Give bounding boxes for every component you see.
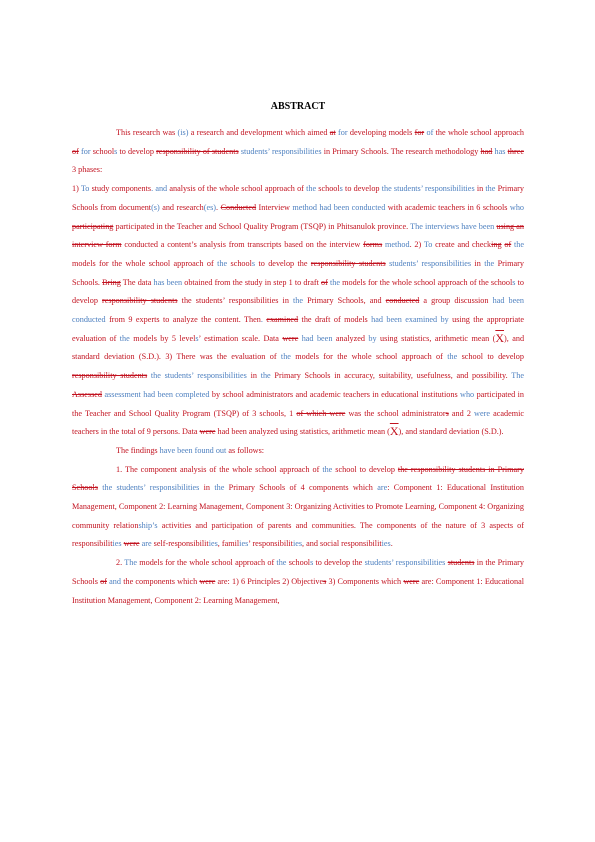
text-run: using the appropriate evaluation of: [72, 315, 524, 343]
text-run: models for the whole school approach of: [136, 558, 277, 568]
inserted-text: the: [214, 483, 225, 493]
deleted-text: students: [447, 558, 475, 568]
text-run: conducted a content’s analysis from transcripts based on the interview: [121, 240, 364, 250]
inserted-text: To: [80, 184, 90, 194]
text-run: was the school administrator: [345, 408, 446, 418]
inserted-text: the: [485, 184, 496, 194]
deleted-text: were: [282, 333, 299, 343]
inserted-text: s: [114, 146, 118, 156]
text-run: the whole school approach: [433, 128, 525, 137]
text-run: 1. The component analysis of the whole school approach of: [116, 464, 323, 474]
inserted-text: s: [339, 184, 343, 194]
inserted-text: ies: [112, 539, 122, 549]
text-run: models for the whole school approach of: [290, 352, 448, 362]
text-run: a research and development which aimed: [188, 128, 330, 137]
inserted-text: . and: [151, 184, 168, 194]
deleted-text: for: [414, 128, 425, 137]
deleted-text: Conducted: [220, 202, 257, 212]
text-run: and 2: [448, 408, 475, 418]
inserted-text: are: [139, 539, 152, 549]
text-run: are: 1) 6 Principles 2) Objective: [215, 576, 324, 586]
text-run: analysis of the whole school approach of: [167, 184, 307, 194]
deleted-text: of: [504, 240, 512, 250]
inserted-text: the: [484, 258, 495, 268]
deleted-text: participating: [72, 221, 114, 231]
deleted-text: three: [507, 146, 524, 156]
inserted-text: the: [280, 352, 291, 362]
inserted-text: s: [251, 258, 256, 268]
text-run: activities and participation of parents and communities. The components of the nature of 3 aspects of responsibilit: [72, 520, 524, 549]
inserted-text: .: [260, 315, 263, 325]
deleted-text: ing: [491, 240, 502, 250]
text-run: from 9 experts to analyze the content. Then: [105, 315, 261, 325]
text-run: obtained from the study in step 1 to draft: [182, 277, 322, 287]
text-run: participated in the Teacher and School Quality Program (TSQP) of 3 schools, 1: [72, 389, 524, 418]
text-run: study components: [89, 184, 152, 194]
deleted-text: conducted: [385, 296, 420, 306]
inserted-text: has: [492, 146, 506, 156]
text-run: : Component 1: Educational Institution Management, Component 2: Learning Management, Component 3: Organizing Activities to Promote Learning, Component 4: Organizing community relation: [72, 483, 524, 530]
inserted-text: (es): [203, 202, 217, 212]
text-run: participated in the Teacher and School Quality Program (TSQP) in Phitsanulok province.: [113, 221, 411, 231]
text-run: in: [246, 371, 261, 381]
inserted-text: the: [306, 184, 317, 194]
inserted-text: students’ responsibilities: [385, 258, 472, 268]
abstract-title: ABSTRACT: [270, 101, 326, 112]
inserted-text: students’ responsibilities: [364, 558, 446, 568]
inserted-text: were: [474, 408, 490, 418]
deleted-text: were: [123, 539, 140, 549]
text-run: developing models: [347, 128, 415, 137]
deleted-text: using an interview form: [72, 221, 524, 250]
inserted-text: (is): [177, 128, 189, 137]
inserted-text: the: [119, 333, 130, 343]
text-run: school: [286, 558, 311, 568]
text-run: 1): [72, 184, 81, 194]
text-run: school: [490, 277, 513, 287]
text-run: .: [216, 202, 221, 212]
text-run: in Primary Schools. The research methodology: [321, 146, 481, 156]
text-run: The findings: [116, 445, 160, 455]
text-run: create and check: [432, 240, 492, 250]
deleted-text: of: [72, 146, 79, 156]
deleted-text: examined: [266, 315, 299, 325]
inserted-text: ies: [208, 539, 218, 549]
deleted-text: of: [100, 576, 107, 586]
inserted-text: The: [124, 558, 137, 568]
text-run: and research: [159, 202, 204, 212]
inserted-text: the: [327, 277, 341, 287]
text-run: to develop: [342, 184, 382, 194]
inserted-text: method: [382, 240, 410, 250]
deleted-text: Assessed: [72, 389, 103, 399]
inserted-text: the students’ responsibilities: [381, 184, 475, 194]
text-run: The data: [120, 277, 154, 287]
text-run: as follows:: [226, 445, 265, 455]
deleted-text: s: [445, 408, 449, 418]
inserted-text: had been examined by: [371, 315, 449, 325]
inserted-text: the: [447, 352, 458, 362]
text-run: school to develop: [457, 352, 524, 362]
deleted-text: were: [199, 576, 216, 586]
text-run: to develop the: [313, 558, 365, 568]
inserted-text: the students’ responsibilities: [97, 483, 200, 493]
paragraph: [72, 442, 524, 461]
inserted-text: the students’ responsibilities: [147, 371, 247, 381]
inserted-text: who: [460, 389, 475, 399]
text-run: models for the whole school approach of the: [340, 277, 491, 287]
text-run: in: [199, 483, 215, 493]
deleted-text: had: [480, 146, 493, 156]
text-run: models for the whole school approach of: [72, 258, 218, 268]
text-run: ), and standard deviation (S.D.). 3) There was the evaluation of: [72, 333, 525, 362]
inserted-text: for: [335, 128, 348, 137]
text-run: with academic teachers in 6 schools: [385, 202, 510, 212]
inserted-text: the: [511, 240, 524, 250]
inserted-text: had been conducted: [72, 296, 524, 325]
inserted-text: of: [424, 128, 434, 137]
text-run: the components which: [121, 576, 200, 586]
inserted-text: have been found out: [159, 445, 227, 455]
deleted-text: were: [403, 576, 420, 586]
deleted-text: of: [321, 277, 328, 287]
text-run: using statistics, arithmetic mean (: [376, 333, 496, 343]
deleted-text: were: [199, 427, 216, 437]
inserted-text: students’ responsibilities: [238, 146, 322, 156]
text-run: This research was: [116, 128, 178, 137]
text-run: school: [90, 146, 115, 156]
text-run: academic teachers in the total of 9 persons. Data: [72, 408, 524, 437]
inserted-text: s: [195, 333, 199, 343]
deleted-text: responsibility of students: [156, 146, 239, 156]
text-run: school to develop: [332, 464, 398, 474]
inserted-text: had been: [298, 333, 333, 343]
text-run: $\overline{X}$: [389, 424, 399, 439]
paragraph: [72, 124, 524, 180]
inserted-text: for: [78, 146, 91, 156]
inserted-text: the: [293, 296, 304, 306]
text-run: , famil: [217, 539, 240, 549]
text-run: a group discussion: [419, 296, 493, 306]
text-run: in: [474, 184, 486, 194]
text-run: Primary Schools, and: [303, 296, 386, 306]
text-run: 2.: [116, 558, 125, 568]
inserted-text: method had been conducted: [292, 202, 386, 212]
inserted-text: ies: [239, 539, 249, 549]
deleted-text: of which were: [296, 408, 346, 418]
deleted-text: responsibility students: [102, 296, 178, 306]
inserted-text: s: [512, 277, 516, 287]
text-run: .: [390, 539, 393, 549]
text-run: Primary Schools in accuracy, suitability, usefulness, and possibility.: [270, 371, 512, 381]
text-run: school: [227, 258, 252, 268]
inserted-text: ies: [381, 539, 391, 549]
text-run: self-responsibilit: [151, 539, 209, 549]
text-run: in: [471, 258, 485, 268]
text-run: models by 5 level: [129, 333, 196, 343]
paragraph: [72, 461, 524, 555]
inserted-text: The interviews have been: [410, 221, 495, 231]
inserted-text: and: [106, 576, 121, 586]
text-run: ), and standard deviation (S.D.).: [398, 427, 504, 437]
deleted-text: the responsibility students in Primary Schools: [72, 464, 524, 493]
abstract-body: [72, 124, 524, 610]
inserted-text: ies: [292, 539, 303, 549]
text-run: , and social responsibilit: [302, 539, 382, 549]
inserted-text: (s): [151, 202, 160, 212]
text-run: the draft of models: [298, 315, 372, 325]
inserted-text: ship’s: [138, 520, 158, 530]
inserted-text: who: [509, 202, 525, 212]
inserted-text: the: [217, 258, 228, 268]
inserted-text: are: [377, 483, 388, 493]
inserted-text: the: [276, 558, 287, 568]
text-run: to develop: [72, 277, 524, 306]
inserted-text: The: [511, 371, 524, 381]
text-run: Primary Schools.: [72, 258, 524, 287]
text-run: . 2): [409, 240, 424, 250]
inserted-text: the: [322, 464, 333, 474]
text-run: are: Component 1: Educational Institution Management, Component 2: Learning Management,: [72, 576, 525, 605]
text-run: 3 phases:: [72, 165, 103, 175]
inserted-text: assessment had been completed: [102, 389, 210, 399]
inserted-text: has been: [153, 277, 183, 287]
text-run: $\overline{X}$: [495, 330, 505, 345]
deleted-text: responsibility students: [310, 258, 386, 268]
inserted-text: by: [368, 333, 377, 343]
text-run: to develop the: [255, 258, 311, 268]
text-run: in: [278, 296, 294, 306]
paragraph: [72, 180, 524, 442]
inserted-text: the: [260, 371, 271, 381]
inserted-text: s: [310, 558, 314, 568]
text-run: analyzed: [332, 333, 369, 343]
text-run: ’ responsibilit: [248, 539, 293, 549]
text-run: Interview: [256, 202, 293, 212]
text-run: had been analyzed using statistics, arithmetic mean (: [215, 427, 390, 437]
text-run: school: [316, 184, 340, 194]
deleted-text: at: [329, 128, 336, 137]
deleted-text: responsibility students: [72, 371, 148, 381]
inserted-text: To: [423, 240, 433, 250]
text-run: to develop: [117, 146, 157, 156]
text-run: 3) Components which: [326, 576, 404, 586]
text-run: Primary Schools of 4 components which: [224, 483, 378, 493]
text-run: Primary Schools from document: [72, 184, 524, 212]
text-run: by school administrators and academic teachers in educational institutions: [209, 389, 461, 399]
deleted-text: forms: [363, 240, 383, 250]
deleted-text: Bring: [102, 277, 121, 287]
text-run: ’ estimation scale. Data: [198, 333, 283, 343]
deleted-text: s: [323, 576, 327, 586]
text-run: in the Primary Schools: [72, 558, 524, 586]
text-run: the students’ responsibilities: [177, 296, 279, 306]
paragraph: [72, 554, 524, 610]
